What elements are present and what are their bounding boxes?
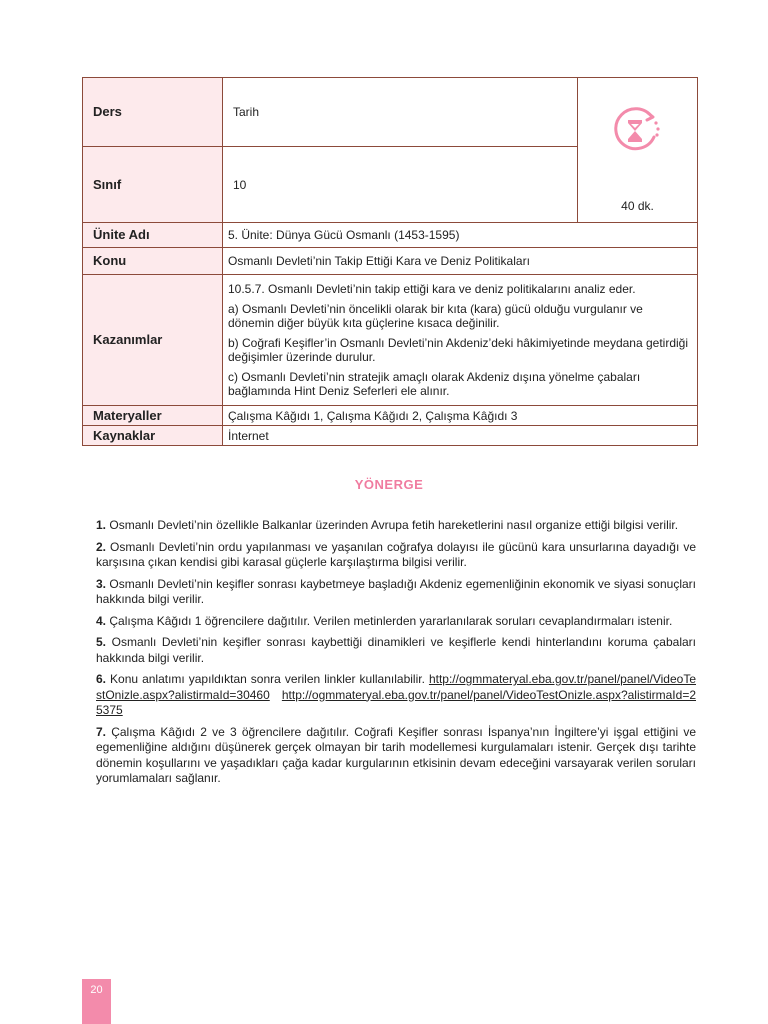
step-number: 7. <box>96 724 107 739</box>
unite-value: 5. Ünite: Dünya Gücü Osmanlı (1453-1595) <box>223 223 698 248</box>
row-kaynak <box>83 426 698 446</box>
kazanim-item: 10.5.7. Osmanlı Devleti’nin takip ettiği kara ve deniz politikalarını analiz eder. <box>228 282 636 296</box>
duration-text: 40 dk. <box>621 199 654 213</box>
step-text: Osmanlı Devleti’nin özellikle Balkanlar üzerinden Avrupa fetih hareketlerini nasıl organize ettiği bilgisi verilir. <box>109 518 679 532</box>
kazanim-item: b) Coğrafi Keşifler’in Osmanlı Devleti’nin Akdeniz’deki hâkimiyetinde meydana getirdiği değişimler üzerinde durulur. <box>228 336 688 364</box>
row-kazanim <box>83 275 698 406</box>
step-number: 1. <box>96 518 107 532</box>
kazanim-label: Kazanımlar <box>83 275 223 406</box>
duration-cell <box>578 78 698 223</box>
instruction-item <box>96 614 696 630</box>
row-unite <box>83 223 698 248</box>
page-number-badge: 20 <box>82 979 111 1024</box>
instruction-item <box>96 672 696 719</box>
step-number: 3. <box>96 576 107 591</box>
sinif-value: 10 <box>223 147 578 223</box>
step-text: Çalışma Kâğıdı 1 öğrencilere dağıtılır. Verilen metinlerden yararlanılarak soruları cevaplandırmaları istenir. <box>109 613 673 628</box>
materyal-label: Materyaller <box>83 406 223 426</box>
konu-value: Osmanlı Devleti’nin Takip Ettiği Kara ve Deniz Politikaları <box>223 248 698 275</box>
ders-value: Tarih <box>223 78 578 147</box>
row-konu <box>83 248 698 275</box>
instruction-list <box>96 518 696 793</box>
lesson-info-table <box>82 77 698 446</box>
instruction-item <box>96 540 696 571</box>
step-text: Çalışma Kâğıdı 2 ve 3 öğrencilere dağıtılır. Coğrafi Keşifler sonrası İspanya’nın İngiltere’yi işgal ettiğini ve egemenliğine aldığını düşünerek gerçek olmayan bir tarih modellemesi kurgulamaları istenir. Gerçek dışı tarihte dönemin koşullarını ve yaşadıkları çağa kadar kurgularının etkisinin devam edeceğini varsayarak verilen soruları yorumlamaları sağlanır. <box>96 724 696 785</box>
step-text: Osmanlı Devleti’nin keşifler sonrası kaybettiği dinamikleri ve keşiflerle kendi hinterlandını koruma çabaları hakkında bilgi verilir. <box>96 635 696 665</box>
sinif-label: Sınıf <box>83 147 223 223</box>
yonerge-heading: YÖNERGE <box>354 477 424 492</box>
step-text: Konu anlatımı yapıldıktan sonra verilen linkler kullanılabilir. <box>110 672 425 686</box>
row-ders <box>83 78 698 147</box>
kaynak-label: Kaynaklar <box>83 426 223 446</box>
step-number: 6. <box>96 672 107 686</box>
kaynak-value: İnternet <box>223 426 698 446</box>
video-link-2[interactable]: http://ogmmateryal.eba.gov.tr/panel/panel/VideoTestOnizle.aspx?alistirmaId=25375 <box>96 687 696 717</box>
ders-label: Ders <box>83 78 223 147</box>
materyal-value: Çalışma Kâğıdı 1, Çalışma Kâğıdı 2, Çalışma Kâğıdı 3 <box>223 406 698 426</box>
video-link-1[interactable]: http://ogmmateryal.eba.gov.tr/panel/panel/VideoTestOnizle.aspx?alistirmaId=30460 <box>96 672 696 702</box>
step-number: 4. <box>96 613 107 628</box>
step-number: 5. <box>96 635 107 649</box>
instruction-item <box>96 518 696 534</box>
kazanim-list <box>223 275 698 406</box>
kazanim-item: a) Osmanlı Devleti’nin öncelikli olarak bir kıta (kara) gücü olduğu vurgulanır ve dönemin diğer büyük kıta güçlerine kısaca değinilir. <box>228 302 643 330</box>
step-number: 2. <box>96 539 107 554</box>
kazanim-item: c) Osmanlı Devleti’nin stratejik amaçlı olarak Akdeniz dışına yönelme çabaları bağlamında Hint Deniz Seferleri ele alınır. <box>228 370 641 398</box>
konu-label: Konu <box>83 248 223 275</box>
row-materyal <box>83 406 698 426</box>
instruction-item <box>96 577 696 608</box>
instruction-item <box>96 725 696 787</box>
step-text: Osmanlı Devleti’nin keşifler sonrası kaybetmeye başladığı Akdeniz egemenliğinin ekonomik ve siyasi sonuçları hakkında bilgi verilir. <box>96 576 696 606</box>
clock-hourglass-icon <box>608 103 664 162</box>
instruction-item <box>96 635 696 666</box>
unite-label: Ünite Adı <box>83 223 223 248</box>
step-text: Osmanlı Devleti’nin ordu yapılanması ve yaşanılan coğrafya dolayısı ile gücünü kara unsurlarına dayadığı ve karşısına çıkan kendisi gibi karasal güçlerle karşılaştırma bilgisi verilir. <box>96 539 696 569</box>
